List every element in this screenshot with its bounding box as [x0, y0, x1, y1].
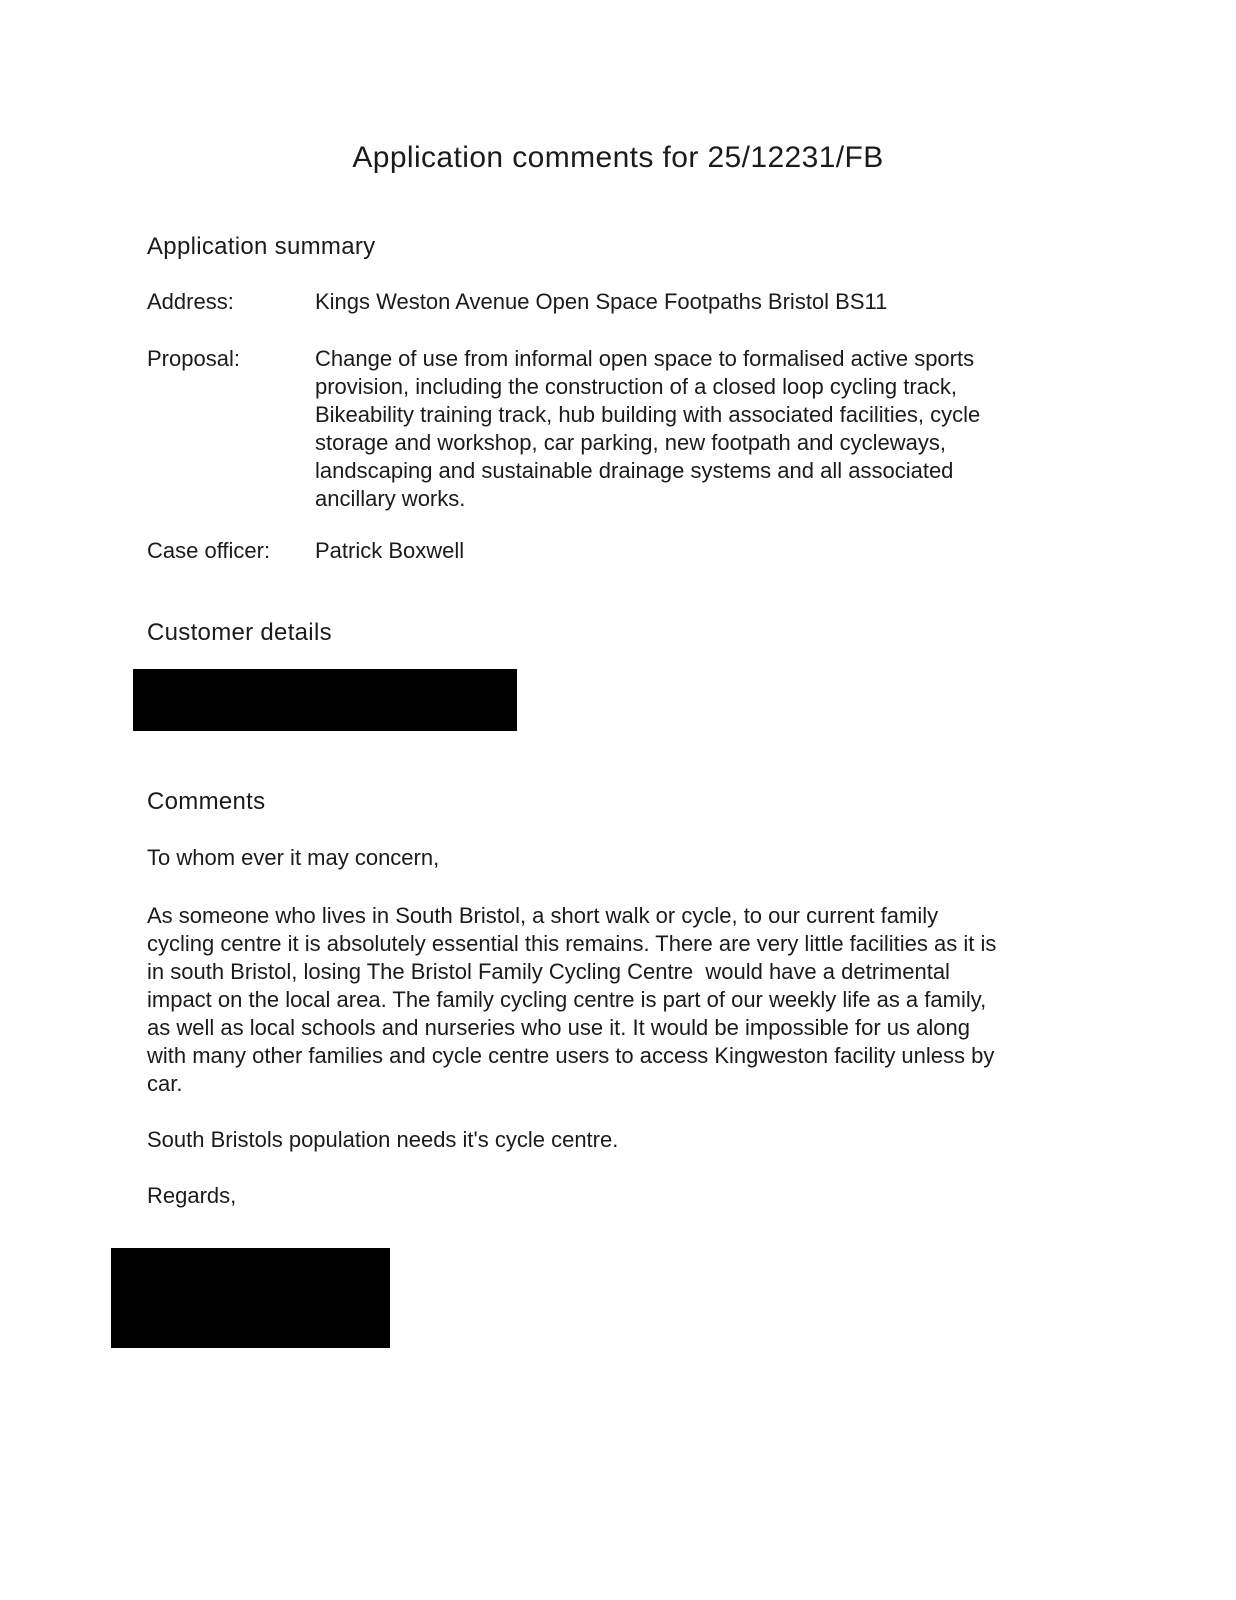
proposal-value-line: Bikeability training track, hub building with associated facilities, cycle [315, 402, 981, 427]
proposal-value-line: storage and workshop, car parking, new footpath and cycleways, [315, 430, 947, 455]
address-value-line: Kings Weston Avenue Open Space Footpaths Bristol BS11 [315, 289, 888, 314]
customer-details-redaction-block [133, 669, 517, 731]
proposal-field-row [147, 345, 1156, 513]
comment-body-line: cycling centre it is absolutely essential this remains. There are very little facilities as it is [147, 931, 997, 956]
customer-details-heading: Customer details [147, 619, 332, 646]
comment-body-paragraph [147, 902, 1156, 1098]
comment-body-line: As someone who lives in South Bristol, a short walk or cycle, to our current family [147, 903, 939, 928]
case-officer-label: Case officer: [147, 538, 271, 563]
proposal-value [315, 345, 1156, 513]
case-officer-field-row [147, 537, 1156, 565]
comment-body-line: as well as local schools and nurseries who use it. It would be impossible for us along [147, 1015, 970, 1040]
case-officer-value [315, 537, 1156, 565]
comment-closing-line: South Bristols population needs it's cycle centre. [147, 1127, 619, 1152]
proposal-value-line: Change of use from informal open space to formalised active sports [315, 346, 975, 371]
comment-body-line: car. [147, 1071, 183, 1096]
comment-salutation: To whom ever it may concern, [147, 845, 440, 870]
comments-heading: Comments [147, 788, 266, 815]
comment-signoff: Regards, [147, 1183, 237, 1208]
comment-body-line: with many other families and cycle centre users to access Kingweston facility unless by [147, 1043, 995, 1068]
proposal-value-line: landscaping and sustainable drainage systems and all associated [315, 458, 954, 483]
application-summary-heading: Application summary [147, 233, 376, 260]
signature-redaction-block [111, 1248, 390, 1348]
case-officer-value-line: Patrick Boxwell [315, 538, 465, 563]
comment-body-line: impact on the local area. The family cycling centre is part of our weekly life as a family, [147, 987, 987, 1012]
proposal-value-line: provision, including the construction of a closed loop cycling track, [315, 374, 958, 399]
proposal-value-line: ancillary works. [315, 486, 466, 511]
page-title: Application comments for 25/12231/FB [352, 141, 884, 174]
comment-body-line: in south Bristol, losing The Bristol Family Cycling Centre would have a detrimental [147, 959, 950, 984]
address-label: Address: [147, 289, 234, 314]
address-value [315, 288, 1156, 316]
address-field-row [147, 288, 1156, 316]
proposal-label: Proposal: [147, 346, 240, 371]
